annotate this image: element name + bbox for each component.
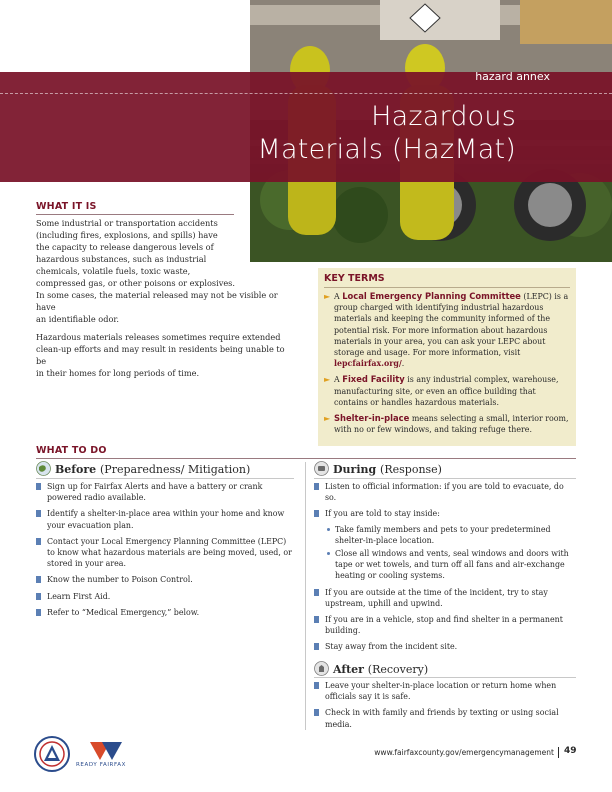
list-item: Close all windows and vents, seal windows and doors with tape or wet towels, and turn off all fans and air-exchange heating or cooling systems. xyxy=(325,548,576,582)
ready-fairfax-logo-text: READY FAIRFAX xyxy=(76,762,126,768)
footer-divider xyxy=(558,747,559,758)
during-rule xyxy=(314,478,576,479)
list-item: Learn First Aid. xyxy=(36,591,294,602)
key-term-fixed-facility: ► A Fixed Facility is any industrial complex, warehouse, manufacturing site, or even an office building that contains or handles hazardous materials. xyxy=(324,374,559,407)
globe-icon xyxy=(36,461,51,476)
what-to-do-heading: WHAT TO DO xyxy=(36,445,107,456)
arrow-bullet-icon: ► xyxy=(324,375,331,385)
column-divider xyxy=(305,462,306,730)
lepc-link[interactable]: lepcfairfax.org/ xyxy=(334,359,402,369)
page-title-line-1: Hazardous xyxy=(371,101,516,132)
after-rule xyxy=(314,677,576,678)
key-term-shelter-in-place: ► Shelter-in-place means selecting a small, interior room, with no or few windows, and taking refuge there. xyxy=(324,413,569,435)
list-item: Leave your shelter-in-place location or return home when officials say it is safe. xyxy=(314,680,576,702)
list-item: Sign up for Fairfax Alerts and have a battery or crank powered radio available. xyxy=(36,481,294,503)
list-item: Identify a shelter-in-place area within your home and know your evacuation plan. xyxy=(36,508,294,530)
list-item: If you are in a vehicle, stop and find shelter in a permanent building. xyxy=(314,614,576,636)
list-item: Listen to official information: if you are told to evacuate, do so. xyxy=(314,481,576,503)
what-it-is-paragraph-2: Hazardous materials releases sometimes require extended clean-up efforts and may result in residents being unable to be in their homes for long periods of time. xyxy=(36,332,285,378)
list-item: Stay away from the incident site. xyxy=(314,641,576,652)
list-item: Take family members and pets to your predetermined shelter-in-place location. xyxy=(325,524,576,546)
arrow-bullet-icon: ► xyxy=(324,414,331,424)
before-rule xyxy=(36,478,294,479)
recovery-icon xyxy=(314,661,329,676)
list-item: If you are outside at the time of the incident, try to stay upstream, uphill and upwind. xyxy=(314,587,576,609)
arrow-bullet-icon: ► xyxy=(324,292,331,301)
after-heading: After (Recovery) xyxy=(333,663,429,676)
key-terms-box xyxy=(318,268,576,446)
what-to-do-rule xyxy=(36,458,576,459)
page-number: 49 xyxy=(564,746,577,756)
page-title xyxy=(258,100,516,166)
what-it-is-body xyxy=(36,217,294,385)
list-item: If you are told to stay inside: Take family members and pets to your predetermined shelter-in-place location. Close all windows and vents, seal windows and doors with tape or wet towels, and turn off all fans and air-exchange heating or cooling systems. xyxy=(314,508,576,581)
page-title-line-2: Materials (HazMat) xyxy=(257,134,516,165)
before-list xyxy=(36,481,294,623)
list-item: Refer to “Medical Emergency,” below. xyxy=(36,607,294,618)
section-label: hazard annex xyxy=(475,70,550,83)
what-it-is-rule xyxy=(36,214,234,215)
radio-icon xyxy=(314,461,329,476)
after-list xyxy=(314,680,576,735)
what-it-is-paragraph-1: Some industrial or transportation accidents (including fires, explosions, and spills) have the capacity to release dangerous levels of hazardous substances, such as industrial chemicals, volatile fuels, toxic waste, compressed gas, or other poisons or explosives. In some cases, the material released may not be visible or have an identifiable odor. xyxy=(36,218,278,324)
key-term-lepc: ► A Local Emergency Planning Committee (LEPC) is a group charged with identifying industrial hazardous materials and keeping the community informed of the potential risk. For more information about hazardous materials in your area, you can ask your LEPC about storage and usage. For more information, visit lepcfairfax.org/. xyxy=(324,291,569,369)
during-list xyxy=(314,481,576,658)
list-item: Check in with family and friends by texting or using social media. xyxy=(314,707,576,729)
county-seal-logo xyxy=(34,736,70,772)
key-terms-heading: KEY TERMS xyxy=(324,273,385,284)
key-terms-rule xyxy=(324,287,570,288)
key-terms-list xyxy=(324,291,570,440)
what-it-is-heading: WHAT IT IS xyxy=(36,201,97,212)
before-heading: Before (Preparedness/ Mitigation) xyxy=(55,463,251,476)
footer-url[interactable]: www.fairfaxcounty.gov/emergencymanagement xyxy=(374,748,554,757)
during-heading: During (Response) xyxy=(333,463,442,476)
list-item: Contact your Local Emergency Planning Committee (LEPC) to know what hazardous materials are being moved, used, or stored in your area. xyxy=(36,536,294,570)
title-band-dashed-rule xyxy=(0,93,612,94)
list-item: Know the number to Poison Control. xyxy=(36,574,294,585)
during-sub-list xyxy=(325,524,576,582)
